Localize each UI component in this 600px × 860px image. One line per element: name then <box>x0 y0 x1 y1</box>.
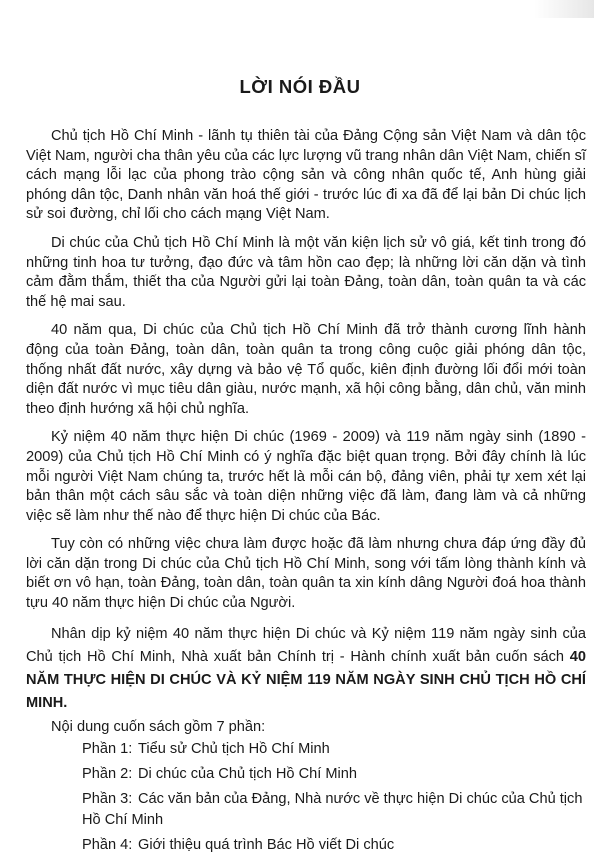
part-text: Các văn bản của Đảng, Nhà nước về thực hiện Di chúc của Chủ tịch Hồ Chí Minh <box>82 791 583 829</box>
part-label: Phần 2: <box>82 766 133 783</box>
part-item-1 <box>26 739 586 760</box>
part-text: Di chúc của Chủ tịch Hồ Chí Minh <box>138 766 357 783</box>
paragraph-4: Kỷ niệm 40 năm thực hiện Di chúc (1969 - 2009) và 119 năm ngày sinh (1890 - 2009) của Chủ tịch Hồ Chí Minh có ý nghĩa đặc biệt quan trọng. Bởi đây chính là lúc mỗi người Việt Nam chúng ta, trước hết là mỗi cán bộ, đảng viên, phải tự xem xét lại bản thân một cách sâu sắc và toàn diện những việc đã làm, đang làm và cả những việc sẽ làm như thế nào để thực hiện Di chúc của Bác. <box>26 429 586 524</box>
publisher-text: Nhân dịp kỷ niệm 40 năm thực hiện Di chúc và Kỷ niệm 119 năm ngày sinh của Chủ tịch Hồ Chí Minh, Nhà xuất bản Chính trị - Hành chính xuất bản cuốn sách <box>26 625 586 665</box>
paragraph-2: Di chúc của Chủ tịch Hồ Chí Minh là một văn kiện lịch sử vô giá, kết tinh trong đó những tinh hoa tư tưởng, đạo đức và tâm hồn cao đẹp; là những lời căn dặn và tình cảm đằm thắm, thiết tha của Người gửi lại toàn Đảng, toàn dân, toàn quân ta và các thế hệ mai sau. <box>26 234 586 310</box>
part-item-2 <box>26 764 586 785</box>
paragraph-publisher <box>26 623 586 715</box>
part-label: Phần 3: <box>82 791 133 808</box>
part-item-4 <box>26 835 586 856</box>
paragraph-1: Chủ tịch Hồ Chí Minh - lãnh tụ thiên tài của Đảng Cộng sản Việt Nam và dân tộc Việt Nam, người cha thân yêu của các lực lượng vũ trang nhân dân Việt Nam, chiến sĩ cách mạng lỗi lạc của phong trào cộng sản và công nhân quốc tế, Anh hùng giải phóng dân tộc, Danh nhân văn hoá thế giới - trước lúc đi xa đã để lại bản Di chúc lịch sử soi đường, chỉ lối cho cách mạng Việt Nam. <box>26 128 586 223</box>
part-label: Phần 1: <box>82 741 133 758</box>
part-label: Phần 4: <box>82 837 133 854</box>
contents-intro: Nội dung cuốn sách gồm 7 phần: <box>51 718 266 735</box>
page-title: LỜI NÓI ĐẦU <box>239 76 361 97</box>
body-text <box>26 127 586 860</box>
part-text: Tiểu sử Chủ tịch Hồ Chí Minh <box>138 741 330 758</box>
paragraph-5: Tuy còn có những việc chưa làm được hoặc đã làm nhưng chưa đáp ứng đầy đủ lời căn dặn trong Di chúc của Chủ tịch Hồ Chí Minh, song với tấm lòng thành kính và biết ơn vô hạn, toàn Đảng, toàn dân, toàn quân ta xin kính dâng Người đoá hoa thành tựu 40 năm thực hiện Di chúc của Người. <box>26 536 586 612</box>
paragraph-3: 40 năm qua, Di chúc của Chủ tịch Hồ Chí Minh đã trở thành cương lĩnh hành động của toàn Đảng, toàn dân, toàn quân ta trong công cuộc giải phóng dân tộc, thống nhất đất nước, xây dựng và bảo vệ Tổ quốc, kiên định đường lối đổi mới toàn diện đất nước vì mục tiêu dân giàu, nước mạnh, xã hội công bằng, dân chủ, văn minh theo định hướng xã hội chủ nghĩa. <box>26 322 586 417</box>
part-item-3 <box>26 789 586 831</box>
part-text: Giới thiệu quá trình Bác Hồ viết Di chúc <box>138 837 395 854</box>
book-title-period: . <box>63 694 68 711</box>
scan-corner-smudge <box>534 0 594 18</box>
book-title: 40 NĂM THỰC HIỆN DI CHÚC VÀ KỶ NIỆM 119 NĂM NGÀY SINH CHỦ TỊCH HỒ CHÍ MINH <box>26 648 586 711</box>
